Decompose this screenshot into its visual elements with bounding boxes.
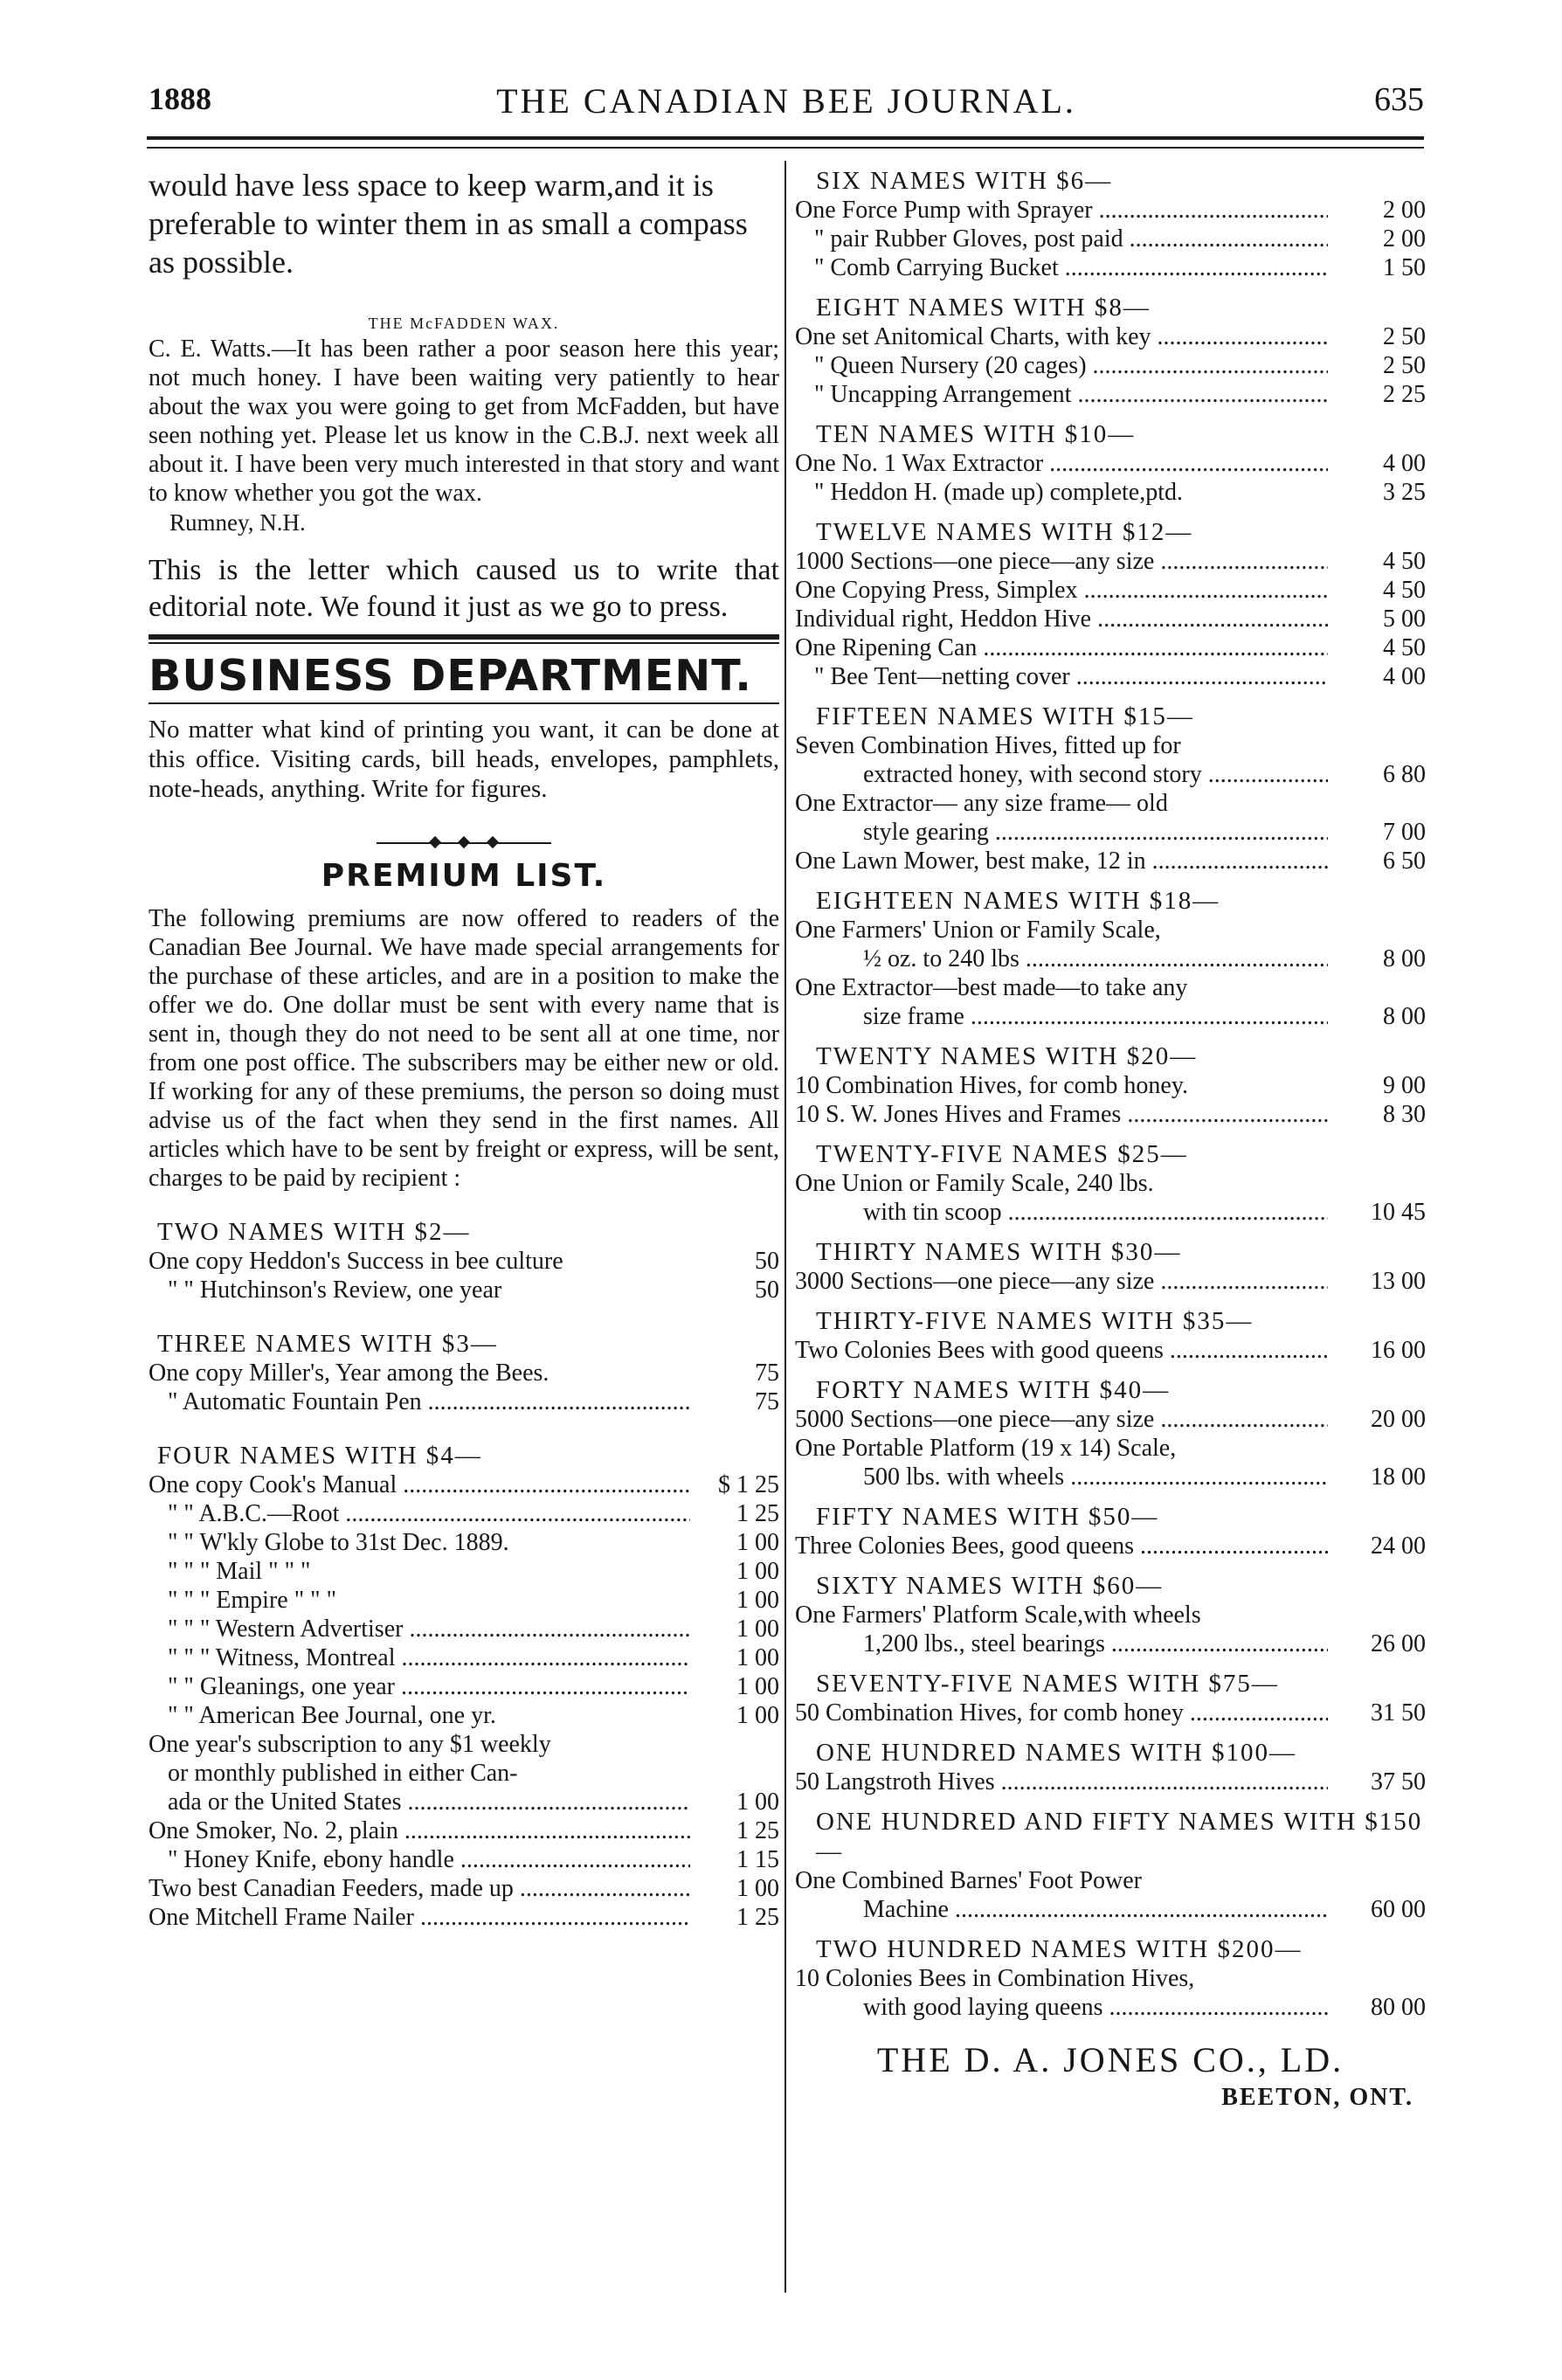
- premium-item-price: 1 25: [736, 1817, 779, 1844]
- premium-item: [795, 1169, 1426, 1198]
- premium-tier-heading: SEVENTY-FIVE NAMES WITH $75—: [816, 1670, 1279, 1698]
- premium-item-price: 4 00: [1383, 663, 1426, 690]
- premium-item: [795, 1071, 1426, 1100]
- premium-item-text: Two best Canadian Feeders, made up .....: [149, 1874, 690, 1903]
- premium-item-text: " " " Empire " " ": [168, 1587, 336, 1614]
- premium-item-text: 5000 Sections—one piece—any size .....: [795, 1405, 1328, 1434]
- premium-item: [795, 1198, 1426, 1227]
- premium-tier-heading: TWO NAMES WITH $2—: [157, 1218, 471, 1246]
- premium-item-text: One Combined Barnes' Foot Power: [795, 1867, 1143, 1894]
- premium-tier-heading: ONE HUNDRED AND FIFTY NAMES WITH $150—: [816, 1808, 1423, 1865]
- premium-item-text: style gearing .....: [863, 818, 1328, 847]
- premium-item-price: 1 00: [736, 1615, 779, 1643]
- premium-item-price: 24 00: [1371, 1532, 1426, 1560]
- premium-item-text: 50 Langstroth Hives .....: [795, 1768, 1328, 1796]
- premium-item-text: ada or the United States .....: [168, 1788, 690, 1816]
- premium-item: [795, 322, 1426, 351]
- premium-item-text: 50 Combination Hives, for comb honey .....: [795, 1699, 1328, 1727]
- premium-tier-heading: FORTY NAMES WITH $40—: [816, 1376, 1171, 1404]
- premium-item: [795, 1895, 1426, 1924]
- premium-item-price: 1 00: [736, 1587, 779, 1614]
- premium-item-text: " Uncapping Arrangement .....: [814, 380, 1328, 409]
- premium-item-text: " pair Rubber Gloves, post paid .....: [814, 225, 1328, 253]
- premium-tier-heading: TWO HUNDRED NAMES WITH $200—: [816, 1935, 1303, 1963]
- premium-item-price: 7 00: [1383, 819, 1426, 846]
- running-header: [149, 80, 1424, 133]
- company-name: THE D. A. JONES CO., LD.: [876, 2040, 1344, 2079]
- premium-item-price: 50: [755, 1276, 779, 1304]
- premium-item: [795, 847, 1426, 875]
- editor-note: This is the letter which caused us to write that editorial note. We found it just as we go to press.: [149, 554, 779, 623]
- premium-item-text: 10 S. W. Jones Hives and Frames .....: [795, 1100, 1328, 1129]
- premium-item-price: 5 00: [1383, 605, 1426, 633]
- premium-item: [149, 1470, 779, 1499]
- premium-item-text: " Queen Nursery (20 cages) .....: [814, 351, 1328, 380]
- premium-item: [149, 1845, 779, 1874]
- premium-item: [795, 225, 1426, 253]
- premium-item-price: 2 25: [1383, 381, 1426, 408]
- premium-item-text: " " Gleanings, one year .....: [168, 1672, 690, 1701]
- premium-item-price: 8 30: [1383, 1101, 1426, 1128]
- premium-item-price: 8 00: [1383, 945, 1426, 972]
- premium-item: [795, 1002, 1426, 1031]
- premium-item: [149, 1528, 779, 1557]
- premium-item-text: One Mitchell Frame Nailer .....: [149, 1903, 690, 1932]
- premium-item-price: 10 45: [1371, 1199, 1426, 1226]
- premium-item-price: 4 50: [1383, 548, 1426, 575]
- premium-item-text: 3000 Sections—one piece—any size .....: [795, 1267, 1328, 1296]
- premium-item-price: 1 00: [736, 1702, 779, 1729]
- left-premium-sections: [149, 1217, 779, 1932]
- premium-item: [149, 1247, 779, 1276]
- premium-tier-heading: SIX NAMES WITH $6—: [816, 167, 1113, 195]
- premium-item-text: One Union or Family Scale, 240 lbs.: [795, 1170, 1154, 1197]
- premium-item-price: 50: [755, 1248, 779, 1275]
- premium-item: [795, 449, 1426, 478]
- premium-item: [149, 1672, 779, 1701]
- header-rule-thick: [147, 136, 1424, 140]
- premium-item-price: 16 00: [1371, 1337, 1426, 1364]
- premium-tier-heading: THIRTY NAMES WITH $30—: [816, 1238, 1182, 1266]
- premium-tier-heading: THIRTY-FIVE NAMES WITH $35—: [816, 1307, 1254, 1335]
- mcfadden-heading: THE McFADDEN WAX.: [368, 315, 560, 332]
- premium-item: [795, 547, 1426, 576]
- premium-item: [795, 576, 1426, 605]
- right-premium-sections: [795, 166, 1426, 2022]
- premium-item-text: One Farmers' Union or Family Scale,: [795, 917, 1161, 944]
- mcfadden-letter: C. E. Watts.—It has been rather a poor season here this year; not much honey. I have been waiting very patiently to hear about the wax you were going to get from McFadden, but have seen nothing yet. Please let us know in the C.B.J. next week all about it. I have been very much interested in that story and want to know whether you got the wax.: [149, 336, 779, 507]
- premium-item-text: " " " Western Advertiser .....: [168, 1615, 690, 1643]
- premium-item-text: Machine .....: [863, 1895, 1328, 1924]
- premium-item-text: " Comb Carrying Bucket .....: [814, 253, 1328, 282]
- premium-item-price: 8 00: [1383, 1003, 1426, 1030]
- premium-item-text: " Honey Knife, ebony handle .....: [168, 1845, 690, 1874]
- premium-item-price: 31 50: [1371, 1699, 1426, 1726]
- premium-item-price: 1 00: [736, 1529, 779, 1556]
- premium-item: [149, 1759, 779, 1788]
- premium-item-text: ½ oz. to 240 lbs .....: [863, 944, 1328, 973]
- premium-tier-heading: EIGHTEEN NAMES WITH $18—: [816, 887, 1220, 915]
- premium-item: [149, 1359, 779, 1387]
- premium-item-text: " Heddon H. (made up) complete,ptd.: [814, 479, 1183, 506]
- premium-item: [795, 731, 1426, 760]
- premium-item-price: 75: [755, 1360, 779, 1387]
- premium-item-price: 6 80: [1383, 761, 1426, 788]
- premium-item: [149, 1816, 779, 1845]
- premium-item-text: One Extractor— any size frame— old: [795, 790, 1168, 817]
- premium-item-text: 10 Combination Hives, for comb honey.: [795, 1072, 1189, 1099]
- premium-item: [795, 196, 1426, 225]
- premium-tier-heading: TWELVE NAMES WITH $12—: [816, 518, 1193, 546]
- journal-title: THE CANADIAN BEE JOURNAL.: [496, 81, 1076, 121]
- premium-item-price: 18 00: [1371, 1463, 1426, 1491]
- premium-item: [149, 1788, 779, 1816]
- header-year: 1888: [149, 81, 211, 116]
- premium-item-price: 13 00: [1371, 1268, 1426, 1295]
- premium-item: [795, 605, 1426, 633]
- premium-item: [795, 789, 1426, 818]
- premium-item-text: One Smoker, No. 2, plain .....: [149, 1816, 690, 1845]
- premium-item-text: Two Colonies Bees with good queens .....: [795, 1336, 1328, 1365]
- premium-item-price: 60 00: [1371, 1896, 1426, 1923]
- premium-item-text: One No. 1 Wax Extractor .....: [795, 449, 1328, 478]
- premium-tier-heading: SIXTY NAMES WITH $60—: [816, 1572, 1164, 1600]
- premium-item: [795, 1405, 1426, 1434]
- premium-item-text: " " " Witness, Montreal .....: [168, 1643, 690, 1672]
- premium-item: [149, 1643, 779, 1672]
- premium-item-price: 75: [755, 1388, 779, 1415]
- section-rule-thin: [149, 642, 779, 644]
- premium-item: [795, 1993, 1426, 2022]
- premium-item-text: " " A.B.C.—Root .....: [168, 1499, 690, 1528]
- premium-item-price: 1 00: [736, 1558, 779, 1585]
- premium-item-text: " Bee Tent—netting cover .....: [814, 662, 1328, 691]
- premium-item-text: with good laying queens .....: [863, 1993, 1328, 2022]
- premium-item: [149, 1615, 779, 1643]
- premium-item: [149, 1701, 779, 1730]
- premium-item-text: One Lawn Mower, best make, 12 in .....: [795, 847, 1328, 875]
- premium-item-price: 1 25: [736, 1904, 779, 1931]
- premium-item-text: size frame .....: [863, 1002, 1328, 1031]
- premium-item-price: 1 00: [736, 1788, 779, 1816]
- premium-item: [149, 1387, 779, 1416]
- premium-item-price: 1 50: [1383, 254, 1426, 281]
- premium-item-text: or monthly published in either Can-: [168, 1760, 518, 1787]
- page-number: 635: [1374, 81, 1424, 118]
- premium-item-text: One copy Heddon's Success in bee culture: [149, 1248, 563, 1275]
- premium-item-price: 9 00: [1383, 1072, 1426, 1099]
- right-column: [795, 166, 1426, 2112]
- premium-item: [795, 1434, 1426, 1463]
- premium-item: [795, 1100, 1426, 1129]
- premium-item-price: 1 00: [736, 1673, 779, 1700]
- premium-item-price: 4 50: [1383, 634, 1426, 661]
- premium-item: [149, 1730, 779, 1759]
- premium-tier-heading: FIFTY NAMES WITH $50—: [816, 1503, 1159, 1531]
- premium-item: [795, 916, 1426, 944]
- premium-item: [795, 1532, 1426, 1560]
- premium-item: [795, 662, 1426, 691]
- premium-item: [149, 1557, 779, 1586]
- premium-item: [795, 1768, 1426, 1796]
- business-heading: BUSINESS DEPARTMENT.: [149, 651, 752, 701]
- premium-item: [149, 1874, 779, 1903]
- header-rule-thin: [147, 147, 1424, 149]
- premium-tier-heading: ONE HUNDRED NAMES WITH $100—: [816, 1739, 1297, 1767]
- premium-item: [795, 351, 1426, 380]
- premium-item: [795, 944, 1426, 973]
- premium-item-text: extracted honey, with second story .....: [863, 760, 1328, 789]
- column-divider: [784, 161, 786, 2293]
- premium-item-text: Three Colonies Bees, good queens .....: [795, 1532, 1328, 1560]
- premium-item-text: 10 Colonies Bees in Combination Hives,: [795, 1965, 1195, 1992]
- premium-item-price: 4 00: [1383, 450, 1426, 477]
- premium-item-price: 2 50: [1383, 352, 1426, 379]
- premium-item-text: One Extractor—best made—to take any: [795, 974, 1188, 1001]
- premium-item: [795, 1629, 1426, 1658]
- premium-item-text: One Ripening Can .....: [795, 633, 1328, 662]
- premium-item-price: $ 1 25: [718, 1471, 779, 1498]
- premium-item: [795, 1866, 1426, 1895]
- premium-item: [149, 1276, 779, 1304]
- premium-item: [795, 1463, 1426, 1491]
- premium-item: [795, 1336, 1426, 1365]
- premium-item: [795, 253, 1426, 282]
- premium-item-price: 1 15: [736, 1846, 779, 1873]
- company-town: BEETON, ONT.: [1221, 2084, 1413, 2111]
- left-column: [149, 166, 779, 1932]
- premium-item-price: 2 50: [1383, 323, 1426, 350]
- premium-item-text: One Copying Press, Simplex .....: [795, 576, 1328, 605]
- premium-item: [795, 818, 1426, 847]
- premium-item-price: 2 00: [1383, 225, 1426, 253]
- premium-item: [795, 1699, 1426, 1727]
- premium-item-text: 500 lbs. with wheels .....: [863, 1463, 1328, 1491]
- premium-item: [149, 1903, 779, 1932]
- lead-paragraph: would have less space to keep warm,and it is preferable to winter them in as small a compass as possible.: [149, 168, 748, 280]
- business-rule: [149, 702, 779, 704]
- premium-item-text: One copy Cook's Manual .....: [149, 1470, 690, 1499]
- section-rule-thick: [149, 634, 779, 640]
- premium-item: [149, 1499, 779, 1528]
- premium-tier-heading: TWENTY-FIVE NAMES $25—: [816, 1140, 1188, 1168]
- premium-item-text: Individual right, Heddon Hive .....: [795, 605, 1328, 633]
- premium-tier-heading: THREE NAMES WITH $3—: [157, 1330, 498, 1358]
- premium-list-heading: PREMIUM LIST.: [321, 858, 607, 894]
- premium-item: [795, 1267, 1426, 1296]
- premium-tier-heading: FIFTEEN NAMES WITH $15—: [816, 702, 1194, 730]
- premium-item-text: with tin scoop .....: [863, 1198, 1328, 1227]
- premium-tier-heading: TEN NAMES WITH $10—: [816, 420, 1136, 448]
- premium-item-price: 26 00: [1371, 1630, 1426, 1657]
- premium-item-price: 1 00: [736, 1644, 779, 1671]
- premium-item-text: " " American Bee Journal, one yr.: [168, 1702, 496, 1729]
- premium-intro: The following premiums are now offered to readers of the Canadian Bee Journal. We have made special arrangements for the purchase of these articles, and are in a position to make the offer we do. One dollar must be sent with every name that is sent in, though they do not need to be sent all at one time, nor from one post office. The subscribers may be either new or old. If working for any of these premiums, the person so doing must advise us of the fact when they send in the first names. All articles which have to be sent by freight or express, will be sent, charges to be paid by recipient :: [149, 905, 779, 1192]
- premium-item-price: 37 50: [1371, 1768, 1426, 1795]
- business-paragraph: No matter what kind of printing you want, it can be done at this office. Visiting cards, bill heads, envelopes, pamphlets, note-heads, anything. Write for figures.: [149, 716, 779, 803]
- premium-item-text: " " " Mail " " ": [168, 1558, 311, 1585]
- premium-item: [795, 380, 1426, 409]
- premium-item-text: One set Anitomical Charts, with key .....: [795, 322, 1328, 351]
- premium-item: [795, 633, 1426, 662]
- letter-signature: Rumney, N.H.: [169, 509, 306, 536]
- premium-item-text: One copy Miller's, Year among the Bees.: [149, 1360, 549, 1387]
- premium-item-price: 6 50: [1383, 848, 1426, 875]
- premium-item-text: One Portable Platform (19 x 14) Scale,: [795, 1435, 1177, 1462]
- premium-item-text: 1,200 lbs., steel bearings .....: [863, 1629, 1328, 1658]
- premium-item-price: 1 25: [736, 1500, 779, 1527]
- premium-tier-heading: EIGHT NAMES WITH $8—: [816, 294, 1151, 322]
- premium-item: [795, 1964, 1426, 1993]
- premium-item-text: 1000 Sections—one piece—any size .....: [795, 547, 1328, 576]
- premium-tier-heading: FOUR NAMES WITH $4—: [157, 1442, 482, 1470]
- premium-tier-heading: TWENTY NAMES WITH $20—: [816, 1042, 1198, 1070]
- premium-item-text: One year's subscription to any $1 weekly: [149, 1731, 551, 1758]
- premium-item-text: One Force Pump with Sprayer .....: [795, 196, 1328, 225]
- premium-item-text: " " Hutchinson's Review, one year: [168, 1276, 502, 1304]
- ornament-divider: [377, 837, 551, 849]
- premium-item-price: 1 00: [736, 1875, 779, 1902]
- premium-item: [795, 478, 1426, 507]
- premium-item-text: Seven Combination Hives, fitted up for: [795, 732, 1181, 759]
- premium-item-text: " " W'kly Globe to 31st Dec. 1889.: [168, 1529, 509, 1556]
- premium-item-price: 20 00: [1371, 1406, 1426, 1433]
- premium-item: [149, 1586, 779, 1615]
- premium-item-price: 2 00: [1383, 197, 1426, 224]
- premium-item-price: 80 00: [1371, 1994, 1426, 2021]
- premium-item-text: " Automatic Fountain Pen .....: [168, 1387, 690, 1416]
- premium-item: [795, 760, 1426, 789]
- premium-item: [795, 1601, 1426, 1629]
- premium-item-text: One Farmers' Platform Scale,with wheels: [795, 1602, 1201, 1629]
- premium-item-price: 4 50: [1383, 577, 1426, 604]
- premium-item-price: 3 25: [1383, 479, 1426, 506]
- premium-item: [795, 973, 1426, 1002]
